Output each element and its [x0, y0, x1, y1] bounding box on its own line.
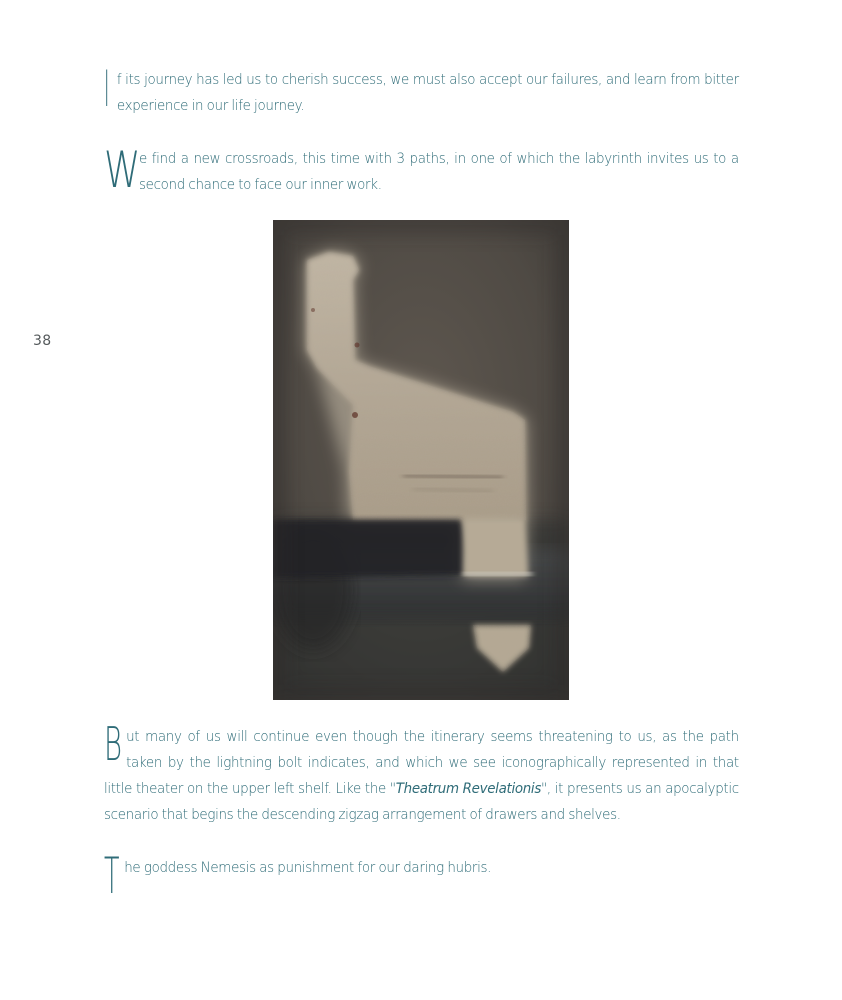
paragraph-3-text-after: ", it presents us an apocalyptic scenario that begins the descending zigzag arrangement of drawers and shelves.	[104, 780, 739, 823]
paragraph-1-text: f its journey has led us to cherish success, we must also accept our failures, and learn from bitter experience in our life journey.	[116, 71, 739, 114]
dropcap-t: T	[104, 847, 120, 905]
paragraph-2-text: e find a new crossroads, this time with 3 paths, in one of which the labyrinth invites us to a second chance to face our inner work.	[138, 150, 739, 193]
paragraph-4	[104, 847, 739, 905]
dropcap-w: W	[104, 141, 141, 199]
dropcap-i: I	[104, 60, 110, 118]
paragraph-1	[104, 60, 739, 119]
paragraph-2	[104, 141, 739, 199]
page-number: 38	[33, 333, 52, 349]
paragraph-3-text-before: ut many of us will continue even though the itinerary seems threatening to us, as the path taken by the lightning bolt indicates, and which we see iconographically represented in that little theater on the upper left shelf. Like the "	[104, 728, 739, 797]
dropcap-b: B	[104, 717, 122, 771]
paragraph-4-text: he goddess Nemesis as punishment for our daring hubris.	[124, 859, 492, 876]
lightning-bolt-photo	[273, 220, 569, 700]
paragraph-3	[104, 717, 739, 828]
theatrum-revelationis-title: Theatrum Revelationis	[395, 780, 542, 797]
